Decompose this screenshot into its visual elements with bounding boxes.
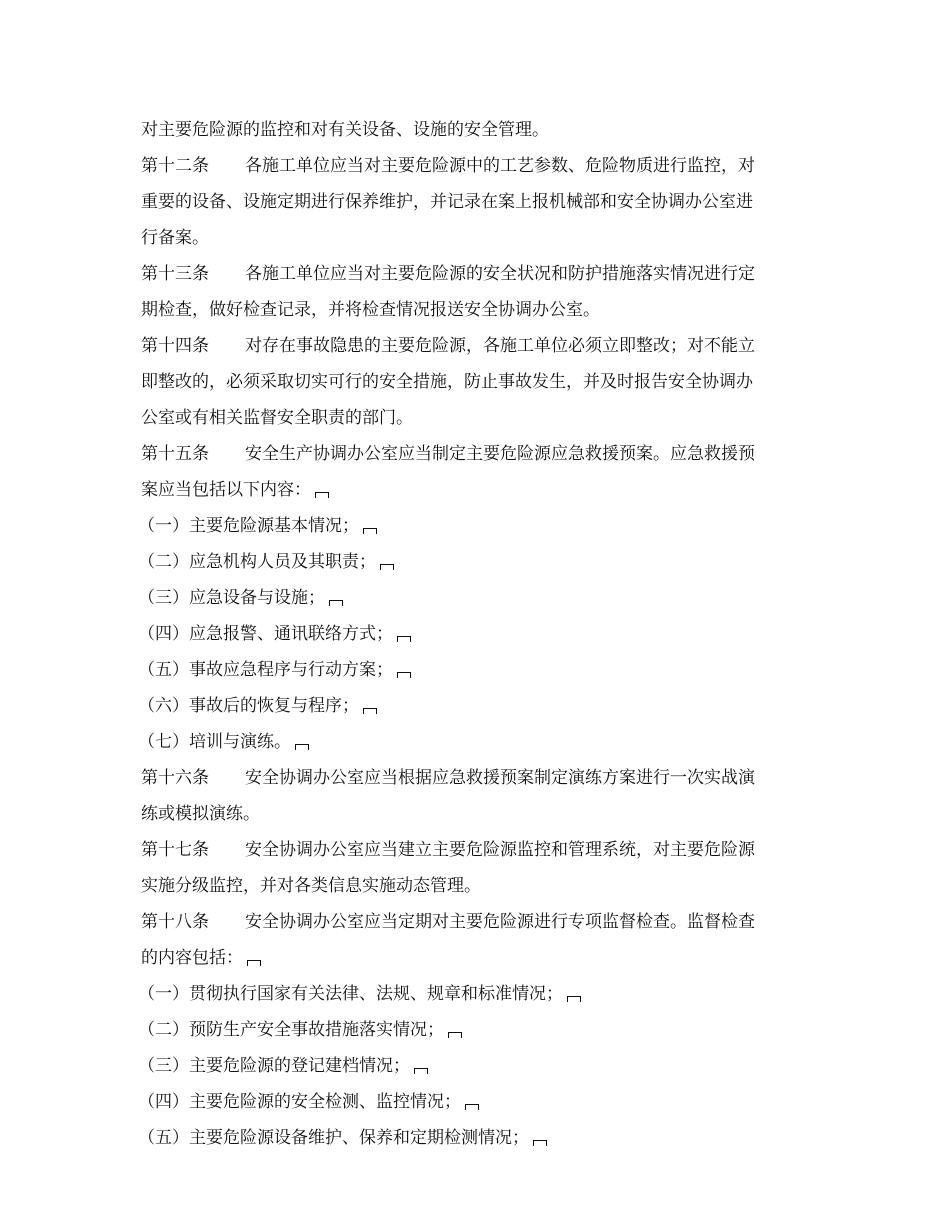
line-break-mark-icon: [448, 1032, 462, 1038]
article-number: 第十七条: [141, 840, 209, 860]
line-text: 重要的设备、设施定期进行保养维护，并记录在案上报机械部和安全协调办公室进: [141, 192, 753, 212]
line-break-mark-icon: [414, 1068, 428, 1074]
list-item: [138, 1120, 813, 1156]
line-text: 各施工单位应当对主要危险源的安全状况和防护措施落实情况进行定: [245, 264, 755, 284]
text-line: [141, 112, 813, 148]
article-number: 第十五条: [141, 444, 209, 464]
list-item: [138, 976, 813, 1012]
list-item: [138, 580, 813, 616]
article-line: [141, 328, 813, 364]
list-item: [138, 1048, 813, 1084]
line-text: 练或模拟演练。: [141, 804, 260, 824]
list-item: [138, 688, 813, 724]
document-page: [138, 112, 813, 1156]
list-item: [138, 508, 813, 544]
text-line: [141, 472, 813, 508]
text-line: [141, 292, 813, 328]
article-line: [141, 904, 813, 940]
line-text: （四）应急报警、通讯联络方式；: [138, 624, 393, 644]
line-text: 即整改的，必须采取切实可行的安全措施，防止事故发生，并及时报告安全协调办: [141, 372, 753, 392]
list-item: [138, 1012, 813, 1048]
list-item: [138, 1084, 813, 1120]
article-line: [141, 832, 813, 868]
article-number: 第十三条: [141, 264, 209, 284]
list-item: [138, 616, 813, 652]
line-text: （五）事故应急程序与行动方案；: [138, 660, 393, 680]
article-line: [141, 760, 813, 796]
line-break-mark-icon: [247, 960, 261, 966]
line-text: （三）主要危险源的登记建档情况；: [138, 1056, 410, 1076]
text-line: [141, 400, 813, 436]
line-text: 案应当包括以下内容：: [141, 480, 311, 500]
line-text: 公室或有相关监督安全职责的部门。: [141, 408, 413, 428]
text-line: [141, 796, 813, 832]
line-text: 各施工单位应当对主要危险源中的工艺参数、危险物质进行监控，对: [245, 156, 755, 176]
line-break-mark-icon: [567, 996, 581, 1002]
line-text: 安全生产协调办公室应当制定主要危险源应急救援预案。应急救援预: [245, 444, 755, 464]
line-break-mark-icon: [397, 636, 411, 642]
line-break-mark-icon: [295, 744, 309, 750]
article-number: 第十二条: [141, 156, 209, 176]
line-text: （四）主要危险源的安全检测、监控情况；: [138, 1092, 461, 1112]
line-break-mark-icon: [465, 1104, 479, 1110]
line-break-mark-icon: [329, 600, 343, 606]
line-text: 实施分级监控，并对各类信息实施动态管理。: [141, 876, 481, 896]
line-break-mark-icon: [380, 564, 394, 570]
line-break-mark-icon: [397, 672, 411, 678]
text-line: [141, 940, 813, 976]
line-text: 的内容包括：: [141, 948, 243, 968]
line-text: 对主要危险源的监控和对有关设备、设施的安全管理。: [141, 120, 549, 140]
line-text: 安全协调办公室应当定期对主要危险源进行专项监督检查。监督检查: [245, 912, 755, 932]
line-text: 期检查，做好检查记录，并将检查情况报送安全协调办公室。: [141, 300, 600, 320]
line-text: （一）贯彻执行国家有关法律、法规、规章和标准情况；: [138, 984, 563, 1004]
line-break-mark-icon: [363, 528, 377, 534]
line-break-mark-icon: [315, 492, 329, 498]
line-text: 安全协调办公室应当建立主要危险源监控和管理系统，对主要危险源: [245, 840, 755, 860]
text-line: [141, 184, 813, 220]
line-break-mark-icon: [533, 1140, 547, 1146]
line-text: （五）主要危险源设备维护、保养和定期检测情况；: [138, 1128, 529, 1148]
list-item: [138, 544, 813, 580]
line-text: （二）预防生产安全事故措施落实情况；: [138, 1020, 444, 1040]
line-text: 行备案。: [141, 228, 209, 248]
list-item: [138, 724, 813, 760]
line-text: （六）事故后的恢复与程序；: [138, 696, 359, 716]
line-text: （二）应急机构人员及其职责；: [138, 552, 376, 572]
text-line: [141, 868, 813, 904]
list-item: [138, 652, 813, 688]
article-line: [141, 148, 813, 184]
article-number: 第十四条: [141, 336, 209, 356]
article-number: 第十六条: [141, 768, 209, 788]
line-text: （一）主要危险源基本情况；: [138, 516, 359, 536]
text-line: [141, 220, 813, 256]
line-text: （三）应急设备与设施；: [138, 588, 325, 608]
line-text: （七）培训与演练。: [138, 732, 291, 752]
article-line: [141, 436, 813, 472]
article-line: [141, 256, 813, 292]
line-text: 安全协调办公室应当根据应急救援预案制定演练方案进行一次实战演: [245, 768, 755, 788]
line-break-mark-icon: [363, 708, 377, 714]
line-text: 对存在事故隐患的主要危险源，各施工单位必须立即整改；对不能立: [245, 336, 755, 356]
text-line: [141, 364, 813, 400]
article-number: 第十八条: [141, 912, 209, 932]
